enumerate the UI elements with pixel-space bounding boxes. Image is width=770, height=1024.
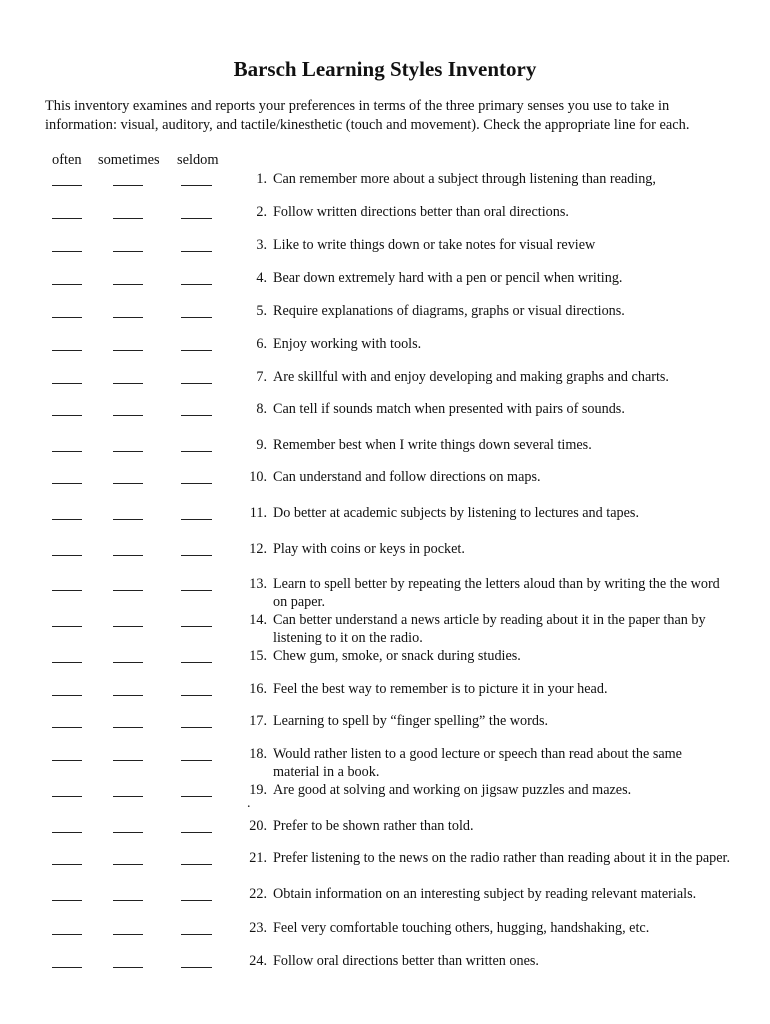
item-text: Are good at solving and working on jigsaw puzzles and mazes.	[273, 782, 632, 798]
blank-sometimes-16[interactable]	[113, 695, 143, 696]
item-number: 24.	[249, 953, 267, 969]
blank-seldom-7[interactable]	[181, 383, 212, 384]
item-text: Bear down extremely hard with a pen or pencil when writing.	[273, 270, 623, 286]
blank-seldom-17[interactable]	[181, 727, 212, 728]
inventory-item-5	[240, 302, 730, 320]
item-number: 2.	[256, 204, 267, 220]
item-text: Chew gum, smoke, or snack during studies.	[273, 648, 521, 664]
blank-sometimes-22[interactable]	[113, 900, 143, 901]
blank-sometimes-8[interactable]	[113, 415, 143, 416]
item-number: 22.	[249, 886, 267, 902]
inventory-item-10	[240, 468, 730, 486]
column-header-often: often	[52, 152, 82, 168]
blank-sometimes-17[interactable]	[113, 727, 143, 728]
blank-often-11[interactable]	[52, 519, 82, 520]
item-text: Follow written directions better than oral directions.	[273, 204, 569, 220]
item-number: 5.	[256, 303, 267, 319]
inventory-item-18	[240, 745, 730, 781]
inventory-item-8	[240, 400, 730, 418]
inventory-item-23	[240, 919, 730, 937]
blank-often-5[interactable]	[52, 317, 82, 318]
item-text: Enjoy working with tools.	[273, 336, 422, 352]
inventory-item-6	[240, 335, 730, 353]
inventory-item-9	[240, 436, 730, 454]
blank-often-22[interactable]	[52, 900, 82, 901]
blank-seldom-12[interactable]	[181, 555, 212, 556]
blank-seldom-4[interactable]	[181, 284, 212, 285]
blank-sometimes-15[interactable]	[113, 662, 143, 663]
blank-sometimes-14[interactable]	[113, 626, 143, 627]
blank-seldom-9[interactable]	[181, 451, 212, 452]
blank-often-2[interactable]	[52, 218, 82, 219]
inventory-item-13	[240, 575, 730, 611]
item-number: 17.	[249, 713, 267, 729]
blank-sometimes-13[interactable]	[113, 590, 143, 591]
blank-sometimes-12[interactable]	[113, 555, 143, 556]
blank-seldom-18[interactable]	[181, 760, 212, 761]
item-number: 18.	[249, 746, 267, 762]
item-number: 19.	[249, 782, 267, 798]
inventory-item-7	[240, 368, 730, 386]
item-text: Feel very comfortable touching others, hugging, handshaking, etc.	[273, 920, 650, 936]
item-text: Require explanations of diagrams, graphs or visual directions.	[273, 303, 625, 319]
blank-sometimes-21[interactable]	[113, 864, 143, 865]
item-text: Can better understand a news article by reading about it in the paper than by listening to it on the radio.	[273, 612, 706, 646]
blank-seldom-5[interactable]	[181, 317, 212, 318]
inventory-item-15	[240, 647, 730, 665]
item-number: 9.	[256, 437, 267, 453]
column-header-seldom: seldom	[177, 152, 219, 168]
blank-seldom-11[interactable]	[181, 519, 212, 520]
blank-often-14[interactable]	[52, 626, 82, 627]
blank-sometimes-7[interactable]	[113, 383, 143, 384]
blank-seldom-24[interactable]	[181, 967, 212, 968]
item-number: 6.	[256, 336, 267, 352]
item-number: 1.	[256, 171, 267, 187]
item-number: 21.	[249, 850, 267, 866]
item-number: 13.	[249, 576, 267, 592]
blank-seldom-10[interactable]	[181, 483, 212, 484]
inventory-item-2	[240, 203, 730, 221]
blank-sometimes-19[interactable]	[113, 796, 143, 797]
blank-seldom-3[interactable]	[181, 251, 212, 252]
blank-often-1[interactable]	[52, 185, 82, 186]
blank-often-10[interactable]	[52, 483, 82, 484]
item-text: Play with coins or keys in pocket.	[273, 541, 465, 557]
blank-sometimes-5[interactable]	[113, 317, 143, 318]
blank-sometimes-10[interactable]	[113, 483, 143, 484]
item-number: 12.	[249, 541, 267, 557]
page-title: Barsch Learning Styles Inventory	[233, 57, 537, 81]
item-text: Prefer to be shown rather than told.	[273, 818, 474, 834]
item-text: Can remember more about a subject through listening than reading,	[273, 171, 656, 187]
blank-often-24[interactable]	[52, 967, 82, 968]
blank-sometimes-1[interactable]	[113, 185, 143, 186]
blank-sometimes-3[interactable]	[113, 251, 143, 252]
inventory-item-11	[240, 504, 730, 522]
blank-seldom-1[interactable]	[181, 185, 212, 186]
blank-seldom-22[interactable]	[181, 900, 212, 901]
blank-sometimes-18[interactable]	[113, 760, 143, 761]
inventory-item-16	[240, 680, 730, 698]
item-text: Like to write things down or take notes for visual review	[273, 237, 596, 253]
inventory-item-17	[240, 712, 730, 730]
blank-often-6[interactable]	[52, 350, 82, 351]
blank-often-21[interactable]	[52, 864, 82, 865]
item-number: 10.	[249, 469, 267, 485]
blank-often-13[interactable]	[52, 590, 82, 591]
blank-seldom-21[interactable]	[181, 864, 212, 865]
inventory-item-4	[240, 269, 730, 287]
blank-often-17[interactable]	[52, 727, 82, 728]
item-number: 11.	[249, 505, 267, 521]
item-number: 3.	[256, 237, 267, 253]
inventory-item-19	[240, 781, 730, 799]
blank-seldom-16[interactable]	[181, 695, 212, 696]
blank-often-3[interactable]	[52, 251, 82, 252]
inventory-item-1	[240, 170, 730, 188]
blank-often-4[interactable]	[52, 284, 82, 285]
item-text: Prefer listening to the news on the radio rather than reading about it in the paper.	[273, 850, 731, 866]
blank-sometimes-4[interactable]	[113, 284, 143, 285]
item-number: 4.	[256, 270, 267, 286]
item-number: 16.	[249, 681, 267, 697]
inventory-item-20	[240, 817, 730, 835]
blank-sometimes-20[interactable]	[113, 832, 143, 833]
blank-often-7[interactable]	[52, 383, 82, 384]
blank-often-19[interactable]	[52, 796, 82, 797]
item-text: Follow oral directions better than written ones.	[273, 953, 539, 969]
item-number: 20.	[249, 818, 267, 834]
blank-often-18[interactable]	[52, 760, 82, 761]
blank-sometimes-2[interactable]	[113, 218, 143, 219]
item-text: Learning to spell by “finger spelling” the words.	[273, 713, 549, 729]
item-number: 23.	[249, 920, 267, 936]
column-header-sometimes: sometimes	[98, 152, 160, 168]
item-text: Would rather listen to a good lecture or speech than read about the same material in a book.	[273, 746, 682, 780]
item-text: Remember best when I write things down several times.	[273, 437, 592, 453]
item-text: Are skillful with and enjoy developing and making graphs and charts.	[273, 369, 669, 385]
blank-seldom-14[interactable]	[181, 626, 212, 627]
item-text: Can understand and follow directions on maps.	[273, 469, 541, 485]
inventory-item-21	[240, 849, 730, 867]
inventory-item-12	[240, 540, 730, 558]
blank-seldom-8[interactable]	[181, 415, 212, 416]
inventory-item-24	[240, 952, 730, 970]
blank-sometimes-23[interactable]	[113, 934, 143, 935]
item-number: 15.	[249, 648, 267, 664]
blank-seldom-20[interactable]	[181, 832, 212, 833]
blank-often-16[interactable]	[52, 695, 82, 696]
blank-often-23[interactable]	[52, 934, 82, 935]
inventory-item-22	[240, 885, 730, 903]
blank-often-12[interactable]	[52, 555, 82, 556]
item-number: 7.	[256, 369, 267, 385]
blank-often-20[interactable]	[52, 832, 82, 833]
blank-often-9[interactable]	[52, 451, 82, 452]
blank-often-15[interactable]	[52, 662, 82, 663]
blank-seldom-6[interactable]	[181, 350, 212, 351]
item-number: 14.	[249, 612, 267, 628]
blank-sometimes-9[interactable]	[113, 451, 143, 452]
blank-seldom-15[interactable]	[181, 662, 212, 663]
blank-seldom-23[interactable]	[181, 934, 212, 935]
inventory-item-14	[240, 611, 730, 647]
blank-often-8[interactable]	[52, 415, 82, 416]
blank-sometimes-11[interactable]	[113, 519, 143, 520]
blank-sometimes-24[interactable]	[113, 967, 143, 968]
blank-sometimes-6[interactable]	[113, 350, 143, 351]
intro-paragraph: This inventory examines and reports your preferences in terms of the three primary senses you use to take in information: visual, auditory, and tactile/kinesthetic (touch and movement). Check the appropriate line for each.	[45, 98, 690, 133]
item-text: Can tell if sounds match when presented with pairs of sounds.	[273, 401, 625, 417]
blank-seldom-2[interactable]	[181, 218, 212, 219]
blank-seldom-19[interactable]	[181, 796, 212, 797]
item-number: 8.	[256, 401, 267, 417]
stray-mark: .	[247, 796, 251, 811]
item-text: Obtain information on an interesting subject by reading relevant materials.	[273, 886, 697, 902]
item-text: Feel the best way to remember is to picture it in your head.	[273, 681, 608, 697]
blank-seldom-13[interactable]	[181, 590, 212, 591]
item-text: Do better at academic subjects by listening to lectures and tapes.	[273, 505, 639, 521]
inventory-item-3	[240, 236, 730, 254]
item-text: Learn to spell better by repeating the letters aloud than by writing the the word on paper.	[273, 576, 720, 610]
